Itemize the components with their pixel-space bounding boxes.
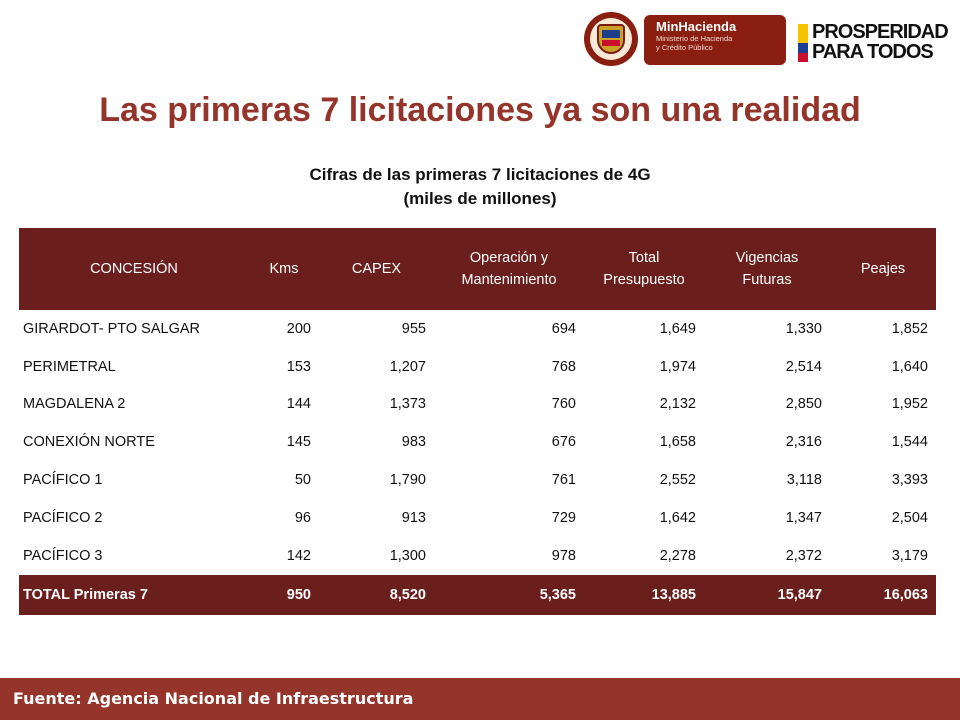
table-row — [19, 310, 936, 348]
value-cell: 1,330 — [785, 320, 822, 337]
column-header-line: CAPEX — [351, 261, 402, 277]
value-cell: 2,372 — [785, 547, 822, 564]
value-cell: 144 — [286, 396, 311, 413]
concesion-cell: PACÍFICO 3 — [23, 547, 103, 564]
concesion-cell: PACÍFICO 2 — [23, 509, 103, 526]
value-cell: 1,544 — [891, 434, 928, 451]
minhacienda-logo — [644, 15, 786, 65]
value-cell: 761 — [551, 472, 576, 489]
column-header-line: CONCESIÓN — [90, 261, 178, 277]
table-row — [19, 537, 936, 575]
value-cell: 1,974 — [659, 358, 696, 375]
column-header — [249, 228, 319, 310]
column-header-line: Kms — [269, 261, 299, 277]
column-header — [704, 228, 830, 310]
column-header-line: Mantenimiento — [461, 272, 557, 288]
column-header — [319, 228, 434, 310]
value-cell: 200 — [286, 320, 311, 337]
column-header-line: Operación y — [469, 250, 549, 266]
prosperidad-logo — [798, 21, 953, 67]
value-cell: 16,063 — [830, 575, 936, 615]
table-caption-line2: (miles de millones) — [403, 189, 557, 208]
value-cell: 760 — [551, 396, 576, 413]
minhacienda-subtitle-1: Ministerio de Hacienda — [656, 34, 733, 43]
value-cell: 50 — [294, 472, 311, 489]
value-cell: 1,649 — [659, 320, 696, 337]
column-header-line: Presupuesto — [603, 272, 685, 288]
value-cell: 3,393 — [891, 472, 928, 489]
column-header — [830, 228, 936, 310]
value-cell: 1,373 — [389, 396, 426, 413]
value-cell: 913 — [401, 509, 426, 526]
value-cell: 96 — [294, 509, 311, 526]
value-cell: 2,132 — [659, 396, 696, 413]
value-cell: 955 — [401, 320, 426, 337]
column-header — [584, 228, 704, 310]
table-row — [19, 423, 936, 461]
value-cell: 1,658 — [659, 434, 696, 451]
value-cell: 768 — [551, 358, 576, 375]
concesion-cell: GIRARDOT- PTO SALGAR — [23, 320, 200, 337]
value-cell: 2,552 — [659, 472, 696, 489]
page-title: Las primeras 7 licitaciones ya son una realidad — [99, 91, 861, 129]
value-cell: 950 — [249, 575, 319, 615]
minhacienda-title: MinHacienda — [656, 19, 737, 34]
value-cell: 3,179 — [891, 547, 928, 564]
value-cell: 2,514 — [785, 358, 822, 375]
footer-bar — [0, 678, 960, 720]
column-header — [19, 228, 249, 310]
shield-icon — [597, 24, 625, 54]
colombia-seal-logo — [584, 12, 638, 66]
value-cell: 1,852 — [891, 320, 928, 337]
value-cell: 1,952 — [891, 396, 928, 413]
column-header-line: Peajes — [860, 261, 906, 277]
table-row — [19, 461, 936, 499]
table-caption — [0, 163, 960, 211]
value-cell: 729 — [551, 509, 576, 526]
value-cell: 983 — [401, 434, 426, 451]
minhacienda-subtitle-2: y Crédito Público — [656, 43, 713, 52]
concesion-cell: MAGDALENA 2 — [23, 396, 126, 413]
value-cell: 2,850 — [785, 396, 822, 413]
value-cell: 8,520 — [319, 575, 434, 615]
value-cell: 3,118 — [786, 472, 822, 489]
colombia-flag-icon — [798, 24, 808, 62]
table-row — [19, 386, 936, 424]
value-cell: 5,365 — [434, 575, 584, 615]
column-header — [434, 228, 584, 310]
concesion-cell: TOTAL Primeras 7 — [19, 575, 249, 615]
prosperidad-line1: PROSPERIDAD — [812, 21, 948, 43]
table-row — [19, 499, 936, 537]
column-header-line: Vigencias — [735, 250, 799, 266]
concesion-cell: PACÍFICO 1 — [23, 472, 103, 489]
value-cell: 153 — [286, 358, 311, 375]
table-caption-line1: Cifras de las primeras 7 licitaciones de 4G — [309, 165, 651, 184]
value-cell: 13,885 — [584, 575, 704, 615]
value-cell: 1,642 — [659, 509, 696, 526]
table-row — [19, 348, 936, 386]
value-cell: 2,278 — [659, 547, 696, 564]
value-cell: 145 — [286, 434, 311, 451]
prosperidad-line2: PARA TODOS — [812, 41, 933, 63]
value-cell: 2,316 — [785, 434, 822, 451]
source-note: Fuente: Agencia Nacional de Infraestructura — [13, 689, 414, 708]
table-header-row — [19, 228, 936, 310]
licitaciones-table — [19, 228, 936, 615]
value-cell: 1,640 — [891, 358, 928, 375]
total-row — [19, 575, 936, 615]
value-cell: 1,300 — [389, 547, 426, 564]
value-cell: 1,790 — [389, 472, 426, 489]
value-cell: 142 — [286, 547, 311, 564]
column-header-line: Total — [628, 250, 660, 266]
value-cell: 15,847 — [704, 575, 830, 615]
value-cell: 1,347 — [785, 509, 822, 526]
column-header-line: Futuras — [742, 272, 792, 288]
value-cell: 978 — [551, 547, 576, 564]
value-cell: 676 — [551, 434, 576, 451]
value-cell: 1,207 — [389, 358, 426, 375]
concesion-cell: CONEXIÓN NORTE — [23, 434, 155, 451]
value-cell: 694 — [551, 320, 576, 337]
concesion-cell: PERIMETRAL — [23, 358, 116, 375]
value-cell: 2,504 — [891, 509, 928, 526]
